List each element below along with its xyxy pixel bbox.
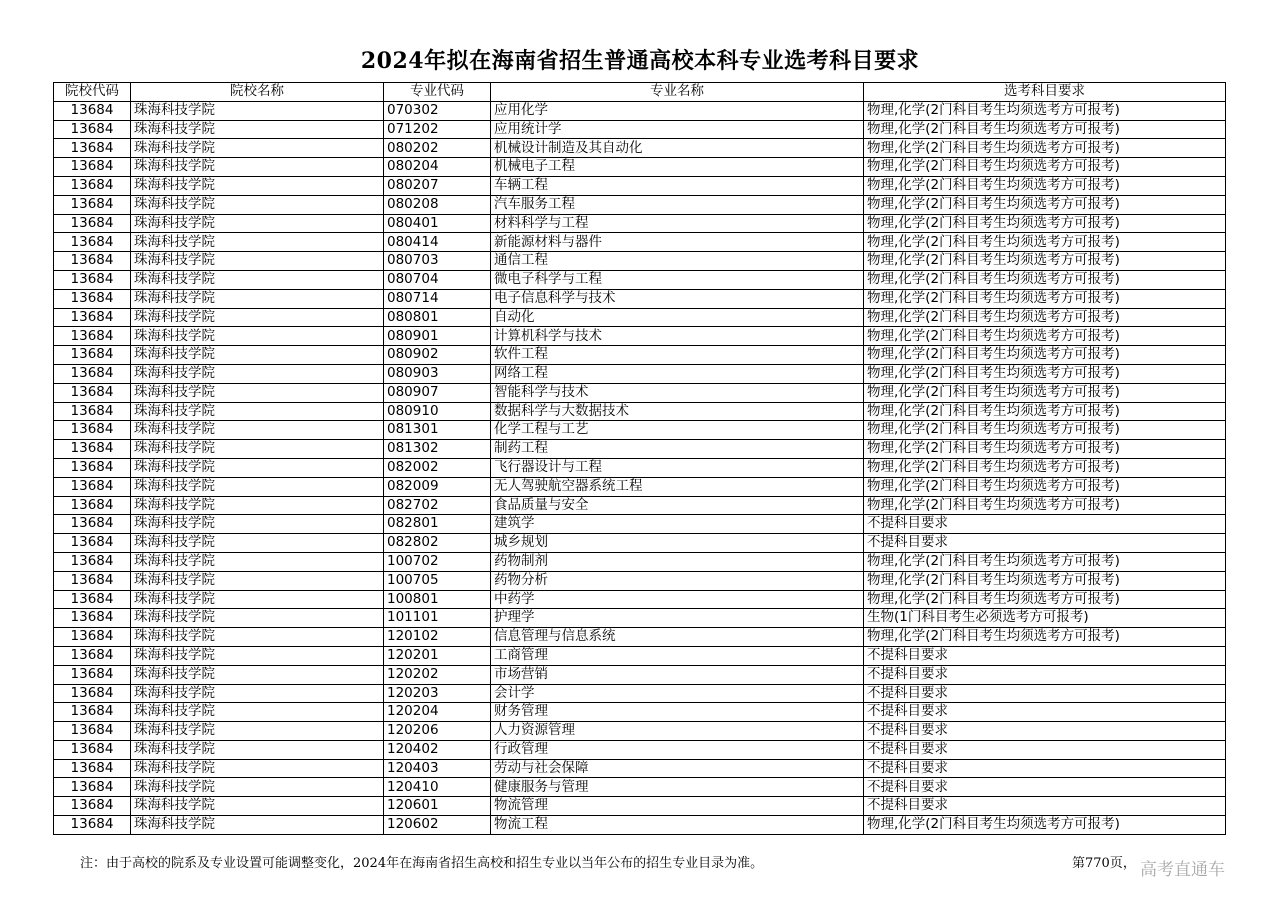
school-code-cell: 13684 bbox=[54, 628, 131, 647]
major-name-cell: 汽车服务工程 bbox=[491, 195, 864, 214]
subject-requirement-cell: 不提科目要求 bbox=[864, 646, 1226, 665]
subject-requirement-cell: 物理,化学(2门科目考生均须选考方可报考) bbox=[864, 590, 1226, 609]
subject-requirement-cell: 物理,化学(2门科目考生均须选考方可报考) bbox=[864, 308, 1226, 327]
school-name-cell: 珠海科技学院 bbox=[131, 515, 384, 534]
school-name-cell: 珠海科技学院 bbox=[131, 176, 384, 195]
major-code-cell: 120602 bbox=[384, 816, 491, 835]
major-code-cell: 080207 bbox=[384, 176, 491, 195]
school-code-cell: 13684 bbox=[54, 703, 131, 722]
major-name-cell: 电子信息科学与技术 bbox=[491, 289, 864, 308]
school-code-cell: 13684 bbox=[54, 327, 131, 346]
table-row bbox=[54, 797, 1226, 816]
school-name-cell: 珠海科技学院 bbox=[131, 421, 384, 440]
major-code-cell: 082802 bbox=[384, 534, 491, 553]
major-code-cell: 082002 bbox=[384, 458, 491, 477]
subject-requirement-cell: 不提科目要求 bbox=[864, 740, 1226, 759]
header-major-name: 专业名称 bbox=[491, 83, 864, 102]
major-name-cell: 材料科学与工程 bbox=[491, 214, 864, 233]
school-name-cell: 珠海科技学院 bbox=[131, 646, 384, 665]
major-name-cell: 通信工程 bbox=[491, 252, 864, 271]
major-code-cell: 080902 bbox=[384, 346, 491, 365]
table-body bbox=[54, 101, 1226, 834]
major-code-cell: 080907 bbox=[384, 383, 491, 402]
major-code-cell: 080414 bbox=[384, 233, 491, 252]
major-name-cell: 建筑学 bbox=[491, 515, 864, 534]
school-name-cell: 珠海科技学院 bbox=[131, 609, 384, 628]
major-name-cell: 微电子科学与工程 bbox=[491, 270, 864, 289]
subject-requirement-cell: 物理,化学(2门科目考生均须选考方可报考) bbox=[864, 195, 1226, 214]
school-name-cell: 珠海科技学院 bbox=[131, 289, 384, 308]
major-name-cell: 信息管理与信息系统 bbox=[491, 628, 864, 647]
school-name-cell: 珠海科技学院 bbox=[131, 101, 384, 120]
table-row bbox=[54, 101, 1226, 120]
subject-requirement-cell: 不提科目要求 bbox=[864, 665, 1226, 684]
major-name-cell: 会计学 bbox=[491, 684, 864, 703]
school-name-cell: 珠海科技学院 bbox=[131, 120, 384, 139]
major-code-cell: 120206 bbox=[384, 722, 491, 741]
subject-requirement-cell: 物理,化学(2门科目考生均须选考方可报考) bbox=[864, 552, 1226, 571]
subject-requirement-cell: 物理,化学(2门科目考生均须选考方可报考) bbox=[864, 383, 1226, 402]
major-name-cell: 药物分析 bbox=[491, 571, 864, 590]
major-name-cell: 飞行器设计与工程 bbox=[491, 458, 864, 477]
subject-requirement-cell: 物理,化学(2门科目考生均须选考方可报考) bbox=[864, 346, 1226, 365]
school-code-cell: 13684 bbox=[54, 534, 131, 553]
major-name-cell: 机械电子工程 bbox=[491, 158, 864, 177]
table-row bbox=[54, 270, 1226, 289]
major-name-cell: 机械设计制造及其自动化 bbox=[491, 139, 864, 158]
table-row bbox=[54, 139, 1226, 158]
school-name-cell: 珠海科技学院 bbox=[131, 496, 384, 515]
major-name-cell: 行政管理 bbox=[491, 740, 864, 759]
table-header-row bbox=[54, 83, 1226, 102]
major-name-cell: 制药工程 bbox=[491, 440, 864, 459]
subject-requirement-cell: 物理,化学(2门科目考生均须选考方可报考) bbox=[864, 628, 1226, 647]
school-code-cell: 13684 bbox=[54, 289, 131, 308]
major-name-cell: 化学工程与工艺 bbox=[491, 421, 864, 440]
school-name-cell: 珠海科技学院 bbox=[131, 346, 384, 365]
subject-requirement-cell: 不提科目要求 bbox=[864, 759, 1226, 778]
major-name-cell: 自动化 bbox=[491, 308, 864, 327]
major-code-cell: 120102 bbox=[384, 628, 491, 647]
subject-requirement-cell: 不提科目要求 bbox=[864, 703, 1226, 722]
school-name-cell: 珠海科技学院 bbox=[131, 628, 384, 647]
major-name-cell: 智能科学与技术 bbox=[491, 383, 864, 402]
major-code-cell: 082801 bbox=[384, 515, 491, 534]
major-code-cell: 082702 bbox=[384, 496, 491, 515]
major-code-cell: 070302 bbox=[384, 101, 491, 120]
header-major-code: 专业代码 bbox=[384, 83, 491, 102]
major-code-cell: 100801 bbox=[384, 590, 491, 609]
page-number: 第770页， bbox=[1072, 856, 1136, 871]
school-code-cell: 13684 bbox=[54, 195, 131, 214]
table-row bbox=[54, 120, 1226, 139]
subject-requirement-cell: 物理,化学(2门科目考生均须选考方可报考) bbox=[864, 327, 1226, 346]
major-code-cell: 080208 bbox=[384, 195, 491, 214]
school-code-cell: 13684 bbox=[54, 176, 131, 195]
school-name-cell: 珠海科技学院 bbox=[131, 590, 384, 609]
major-code-cell: 120201 bbox=[384, 646, 491, 665]
major-name-cell: 人力资源管理 bbox=[491, 722, 864, 741]
table-row bbox=[54, 646, 1226, 665]
major-code-cell: 080910 bbox=[384, 402, 491, 421]
major-code-cell: 120204 bbox=[384, 703, 491, 722]
school-name-cell: 珠海科技学院 bbox=[131, 684, 384, 703]
school-code-cell: 13684 bbox=[54, 590, 131, 609]
school-code-cell: 13684 bbox=[54, 816, 131, 835]
school-name-cell: 珠海科技学院 bbox=[131, 797, 384, 816]
subject-requirement-cell: 物理,化学(2门科目考生均须选考方可报考) bbox=[864, 477, 1226, 496]
table-row bbox=[54, 158, 1226, 177]
major-name-cell: 软件工程 bbox=[491, 346, 864, 365]
school-name-cell: 珠海科技学院 bbox=[131, 214, 384, 233]
subject-requirement-cell: 物理,化学(2门科目考生均须选考方可报考) bbox=[864, 139, 1226, 158]
school-name-cell: 珠海科技学院 bbox=[131, 327, 384, 346]
major-code-cell: 120202 bbox=[384, 665, 491, 684]
major-name-cell: 物流工程 bbox=[491, 816, 864, 835]
subject-requirement-cell: 不提科目要求 bbox=[864, 722, 1226, 741]
table-row bbox=[54, 214, 1226, 233]
major-name-cell: 应用化学 bbox=[491, 101, 864, 120]
school-code-cell: 13684 bbox=[54, 158, 131, 177]
subject-requirement-cell: 物理,化学(2门科目考生均须选考方可报考) bbox=[864, 364, 1226, 383]
major-code-cell: 080704 bbox=[384, 270, 491, 289]
major-code-cell: 080703 bbox=[384, 252, 491, 271]
table-row bbox=[54, 421, 1226, 440]
subject-requirement-cell: 物理,化学(2门科目考生均须选考方可报考) bbox=[864, 214, 1226, 233]
subject-requirement-cell: 不提科目要求 bbox=[864, 534, 1226, 553]
table-row bbox=[54, 402, 1226, 421]
table-row bbox=[54, 816, 1226, 835]
school-code-cell: 13684 bbox=[54, 571, 131, 590]
major-code-cell: 081301 bbox=[384, 421, 491, 440]
footer-note: 注：由于高校的院系及专业设置可能调整变化，2024年在海南省招生高校和招生专业以当年公布的招生专业目录为准。 bbox=[80, 856, 764, 871]
table-row bbox=[54, 740, 1226, 759]
subject-requirement-cell: 生物(1门科目考生必须选考方可报考) bbox=[864, 609, 1226, 628]
school-code-cell: 13684 bbox=[54, 364, 131, 383]
school-code-cell: 13684 bbox=[54, 421, 131, 440]
school-name-cell: 珠海科技学院 bbox=[131, 440, 384, 459]
subject-requirement-cell: 物理,化学(2门科目考生均须选考方可报考) bbox=[864, 176, 1226, 195]
page-title: 2024年拟在海南省招生普通高校本科专业选考科目要求 bbox=[360, 48, 920, 74]
major-code-cell: 080204 bbox=[384, 158, 491, 177]
school-name-cell: 珠海科技学院 bbox=[131, 740, 384, 759]
school-code-cell: 13684 bbox=[54, 233, 131, 252]
school-name-cell: 珠海科技学院 bbox=[131, 759, 384, 778]
table-row bbox=[54, 609, 1226, 628]
major-name-cell: 数据科学与大数据技术 bbox=[491, 402, 864, 421]
table-row bbox=[54, 703, 1226, 722]
subject-requirement-cell: 不提科目要求 bbox=[864, 515, 1226, 534]
table-row bbox=[54, 383, 1226, 402]
table-row bbox=[54, 327, 1226, 346]
school-name-cell: 珠海科技学院 bbox=[131, 383, 384, 402]
school-name-cell: 珠海科技学院 bbox=[131, 195, 384, 214]
major-name-cell: 市场营销 bbox=[491, 665, 864, 684]
major-code-cell: 080401 bbox=[384, 214, 491, 233]
school-name-cell: 珠海科技学院 bbox=[131, 722, 384, 741]
major-name-cell: 中药学 bbox=[491, 590, 864, 609]
table-row bbox=[54, 176, 1226, 195]
subject-requirement-cell: 物理,化学(2门科目考生均须选考方可报考) bbox=[864, 421, 1226, 440]
school-name-cell: 珠海科技学院 bbox=[131, 534, 384, 553]
school-name-cell: 珠海科技学院 bbox=[131, 816, 384, 835]
school-code-cell: 13684 bbox=[54, 101, 131, 120]
table-row bbox=[54, 571, 1226, 590]
subject-requirement-cell: 物理,化学(2门科目考生均须选考方可报考) bbox=[864, 816, 1226, 835]
school-code-cell: 13684 bbox=[54, 646, 131, 665]
major-code-cell: 120203 bbox=[384, 684, 491, 703]
table-row bbox=[54, 289, 1226, 308]
subject-requirement-cell: 物理,化学(2门科目考生均须选考方可报考) bbox=[864, 252, 1226, 271]
table-row bbox=[54, 477, 1226, 496]
major-name-cell: 无人驾驶航空器系统工程 bbox=[491, 477, 864, 496]
major-code-cell: 120410 bbox=[384, 778, 491, 797]
table-row bbox=[54, 778, 1226, 797]
school-code-cell: 13684 bbox=[54, 740, 131, 759]
major-name-cell: 药物制剂 bbox=[491, 552, 864, 571]
major-code-cell: 080202 bbox=[384, 139, 491, 158]
major-code-cell: 101101 bbox=[384, 609, 491, 628]
subject-requirement-cell: 不提科目要求 bbox=[864, 684, 1226, 703]
school-code-cell: 13684 bbox=[54, 252, 131, 271]
school-code-cell: 13684 bbox=[54, 778, 131, 797]
school-code-cell: 13684 bbox=[54, 440, 131, 459]
school-name-cell: 珠海科技学院 bbox=[131, 402, 384, 421]
major-code-cell: 080901 bbox=[384, 327, 491, 346]
subject-requirement-cell: 物理,化学(2门科目考生均须选考方可报考) bbox=[864, 233, 1226, 252]
school-name-cell: 珠海科技学院 bbox=[131, 703, 384, 722]
school-code-cell: 13684 bbox=[54, 458, 131, 477]
table-row bbox=[54, 684, 1226, 703]
major-name-cell: 车辆工程 bbox=[491, 176, 864, 195]
school-name-cell: 珠海科技学院 bbox=[131, 665, 384, 684]
table-row bbox=[54, 364, 1226, 383]
school-code-cell: 13684 bbox=[54, 308, 131, 327]
school-name-cell: 珠海科技学院 bbox=[131, 308, 384, 327]
table-row bbox=[54, 590, 1226, 609]
major-name-cell: 网络工程 bbox=[491, 364, 864, 383]
subject-requirement-cell: 物理,化学(2门科目考生均须选考方可报考) bbox=[864, 158, 1226, 177]
school-code-cell: 13684 bbox=[54, 552, 131, 571]
school-name-cell: 珠海科技学院 bbox=[131, 139, 384, 158]
major-code-cell: 120601 bbox=[384, 797, 491, 816]
header-school-code: 院校代码 bbox=[54, 83, 131, 102]
major-name-cell: 护理学 bbox=[491, 609, 864, 628]
table-row bbox=[54, 534, 1226, 553]
school-code-cell: 13684 bbox=[54, 346, 131, 365]
table-row bbox=[54, 308, 1226, 327]
school-name-cell: 珠海科技学院 bbox=[131, 477, 384, 496]
subject-requirement-cell: 物理,化学(2门科目考生均须选考方可报考) bbox=[864, 101, 1226, 120]
subject-requirement-cell: 物理,化学(2门科目考生均须选考方可报考) bbox=[864, 571, 1226, 590]
school-name-cell: 珠海科技学院 bbox=[131, 571, 384, 590]
school-code-cell: 13684 bbox=[54, 477, 131, 496]
subject-requirement-cell: 物理,化学(2门科目考生均须选考方可报考) bbox=[864, 496, 1226, 515]
school-code-cell: 13684 bbox=[54, 759, 131, 778]
school-name-cell: 珠海科技学院 bbox=[131, 252, 384, 271]
table-row bbox=[54, 346, 1226, 365]
major-code-cell: 081302 bbox=[384, 440, 491, 459]
major-code-cell: 080714 bbox=[384, 289, 491, 308]
table-row bbox=[54, 233, 1226, 252]
subject-requirement-cell: 物理,化学(2门科目考生均须选考方可报考) bbox=[864, 120, 1226, 139]
table-row bbox=[54, 552, 1226, 571]
table-row bbox=[54, 458, 1226, 477]
school-code-cell: 13684 bbox=[54, 270, 131, 289]
major-name-cell: 物流管理 bbox=[491, 797, 864, 816]
subject-requirement-cell: 物理,化学(2门科目考生均须选考方可报考) bbox=[864, 458, 1226, 477]
subject-requirement-cell: 物理,化学(2门科目考生均须选考方可报考) bbox=[864, 402, 1226, 421]
table-row bbox=[54, 496, 1226, 515]
table-row bbox=[54, 628, 1226, 647]
table-row bbox=[54, 252, 1226, 271]
school-name-cell: 珠海科技学院 bbox=[131, 778, 384, 797]
subject-requirement-cell: 不提科目要求 bbox=[864, 797, 1226, 816]
school-code-cell: 13684 bbox=[54, 797, 131, 816]
school-code-cell: 13684 bbox=[54, 515, 131, 534]
table-row bbox=[54, 440, 1226, 459]
school-code-cell: 13684 bbox=[54, 609, 131, 628]
major-code-cell: 071202 bbox=[384, 120, 491, 139]
subject-requirement-cell: 物理,化学(2门科目考生均须选考方可报考) bbox=[864, 270, 1226, 289]
table-row bbox=[54, 665, 1226, 684]
major-code-cell: 082009 bbox=[384, 477, 491, 496]
major-code-cell: 100705 bbox=[384, 571, 491, 590]
major-name-cell: 财务管理 bbox=[491, 703, 864, 722]
school-code-cell: 13684 bbox=[54, 139, 131, 158]
major-code-cell: 080903 bbox=[384, 364, 491, 383]
school-code-cell: 13684 bbox=[54, 684, 131, 703]
major-name-cell: 应用统计学 bbox=[491, 120, 864, 139]
major-name-cell: 城乡规划 bbox=[491, 534, 864, 553]
school-name-cell: 珠海科技学院 bbox=[131, 270, 384, 289]
watermark: 高考直通车 bbox=[1140, 860, 1225, 880]
major-code-cell: 080801 bbox=[384, 308, 491, 327]
major-name-cell: 工商管理 bbox=[491, 646, 864, 665]
school-name-cell: 珠海科技学院 bbox=[131, 458, 384, 477]
school-name-cell: 珠海科技学院 bbox=[131, 233, 384, 252]
subject-requirement-cell: 物理,化学(2门科目考生均须选考方可报考) bbox=[864, 440, 1226, 459]
school-code-cell: 13684 bbox=[54, 665, 131, 684]
school-name-cell: 珠海科技学院 bbox=[131, 364, 384, 383]
school-code-cell: 13684 bbox=[54, 214, 131, 233]
subject-requirement-cell: 物理,化学(2门科目考生均须选考方可报考) bbox=[864, 289, 1226, 308]
school-code-cell: 13684 bbox=[54, 120, 131, 139]
major-name-cell: 食品质量与安全 bbox=[491, 496, 864, 515]
header-subject-requirement: 选考科目要求 bbox=[864, 83, 1226, 102]
school-code-cell: 13684 bbox=[54, 722, 131, 741]
major-code-cell: 100702 bbox=[384, 552, 491, 571]
subject-requirement-cell: 不提科目要求 bbox=[864, 778, 1226, 797]
table-row bbox=[54, 515, 1226, 534]
school-name-cell: 珠海科技学院 bbox=[131, 552, 384, 571]
school-code-cell: 13684 bbox=[54, 496, 131, 515]
major-name-cell: 新能源材料与器件 bbox=[491, 233, 864, 252]
school-name-cell: 珠海科技学院 bbox=[131, 158, 384, 177]
table-row bbox=[54, 195, 1226, 214]
major-name-cell: 劳动与社会保障 bbox=[491, 759, 864, 778]
major-code-cell: 120403 bbox=[384, 759, 491, 778]
major-name-cell: 计算机科学与技术 bbox=[491, 327, 864, 346]
school-code-cell: 13684 bbox=[54, 402, 131, 421]
header-school-name: 院校名称 bbox=[131, 83, 384, 102]
school-code-cell: 13684 bbox=[54, 383, 131, 402]
table-row bbox=[54, 722, 1226, 741]
table-row bbox=[54, 759, 1226, 778]
major-name-cell: 健康服务与管理 bbox=[491, 778, 864, 797]
major-code-cell: 120402 bbox=[384, 740, 491, 759]
requirements-table bbox=[53, 82, 1226, 835]
